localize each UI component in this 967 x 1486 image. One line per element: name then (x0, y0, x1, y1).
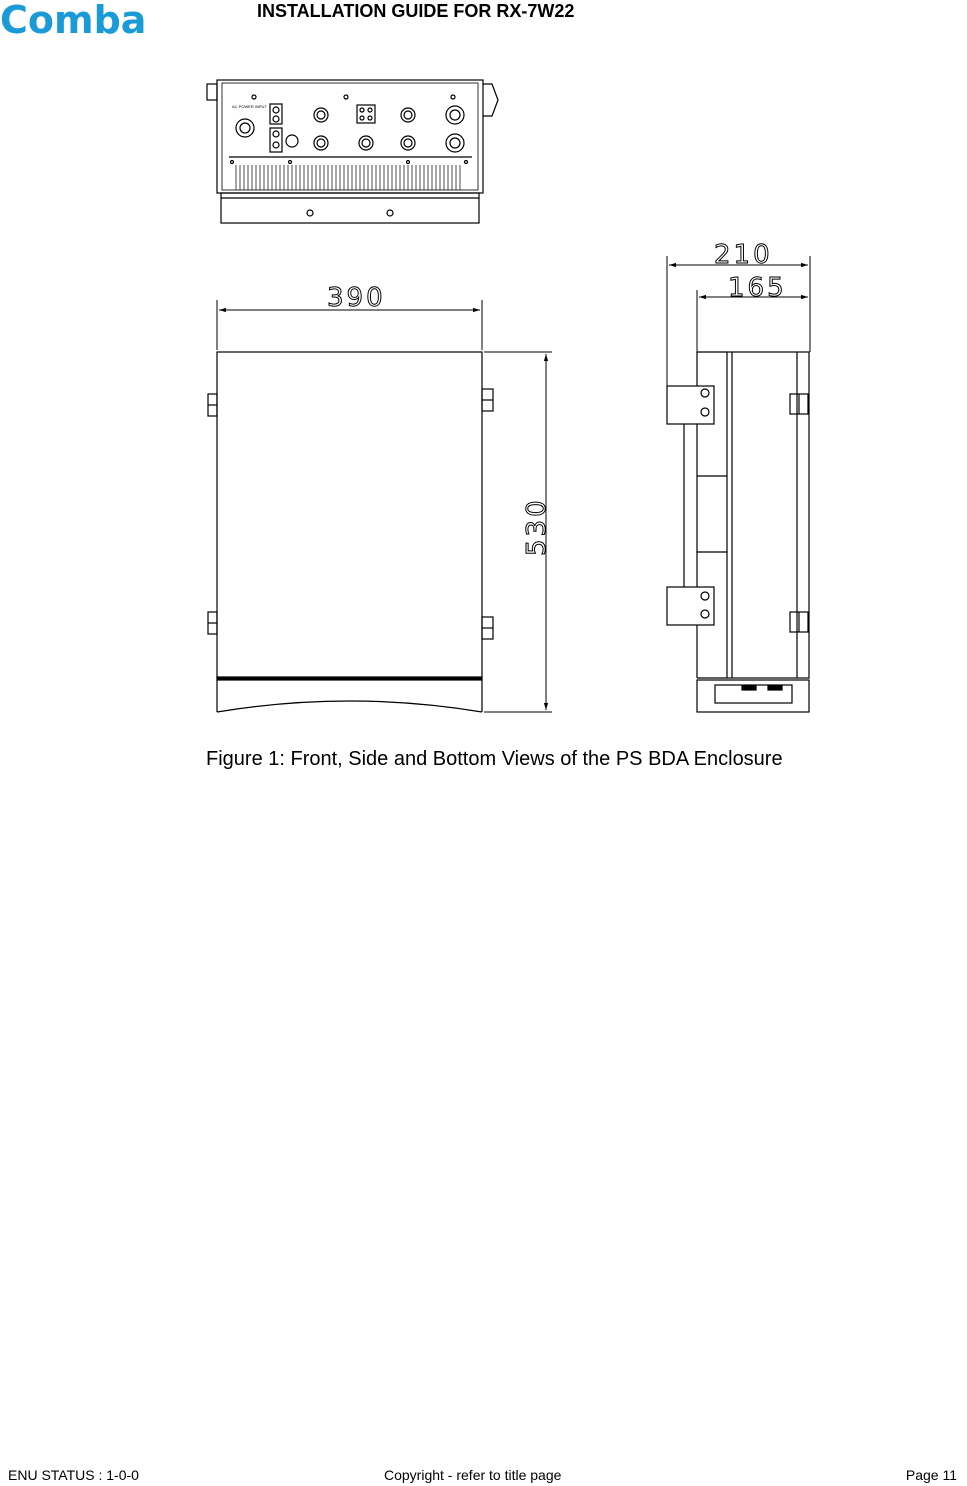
dimension-width-label: 390 (327, 283, 386, 313)
front-view (208, 352, 493, 712)
bottom-view (207, 80, 498, 223)
dimension-depth-body-label: 165 (728, 273, 787, 303)
figure-caption: Figure 1: Front, Side and Bottom Views of the PS BDA Enclosure (206, 748, 783, 770)
dimension-depth-total-label: 210 (714, 240, 773, 270)
enclosure-drawing (0, 0, 967, 740)
document-title: INSTALLATION GUIDE FOR RX-7W22 (257, 1, 575, 21)
footer-page-number: Page 11 (905, 1467, 957, 1483)
dimension-height-label: 530 (522, 497, 552, 556)
comba-logo: Comba (0, 0, 147, 42)
footer-status: ENU STATUS : 1-0-0 (8, 1467, 139, 1483)
footer-copyright: Copyright - refer to title page (384, 1467, 562, 1483)
side-view (667, 352, 809, 712)
svg-text:AC POWER INPUT: AC POWER INPUT (232, 104, 267, 109)
